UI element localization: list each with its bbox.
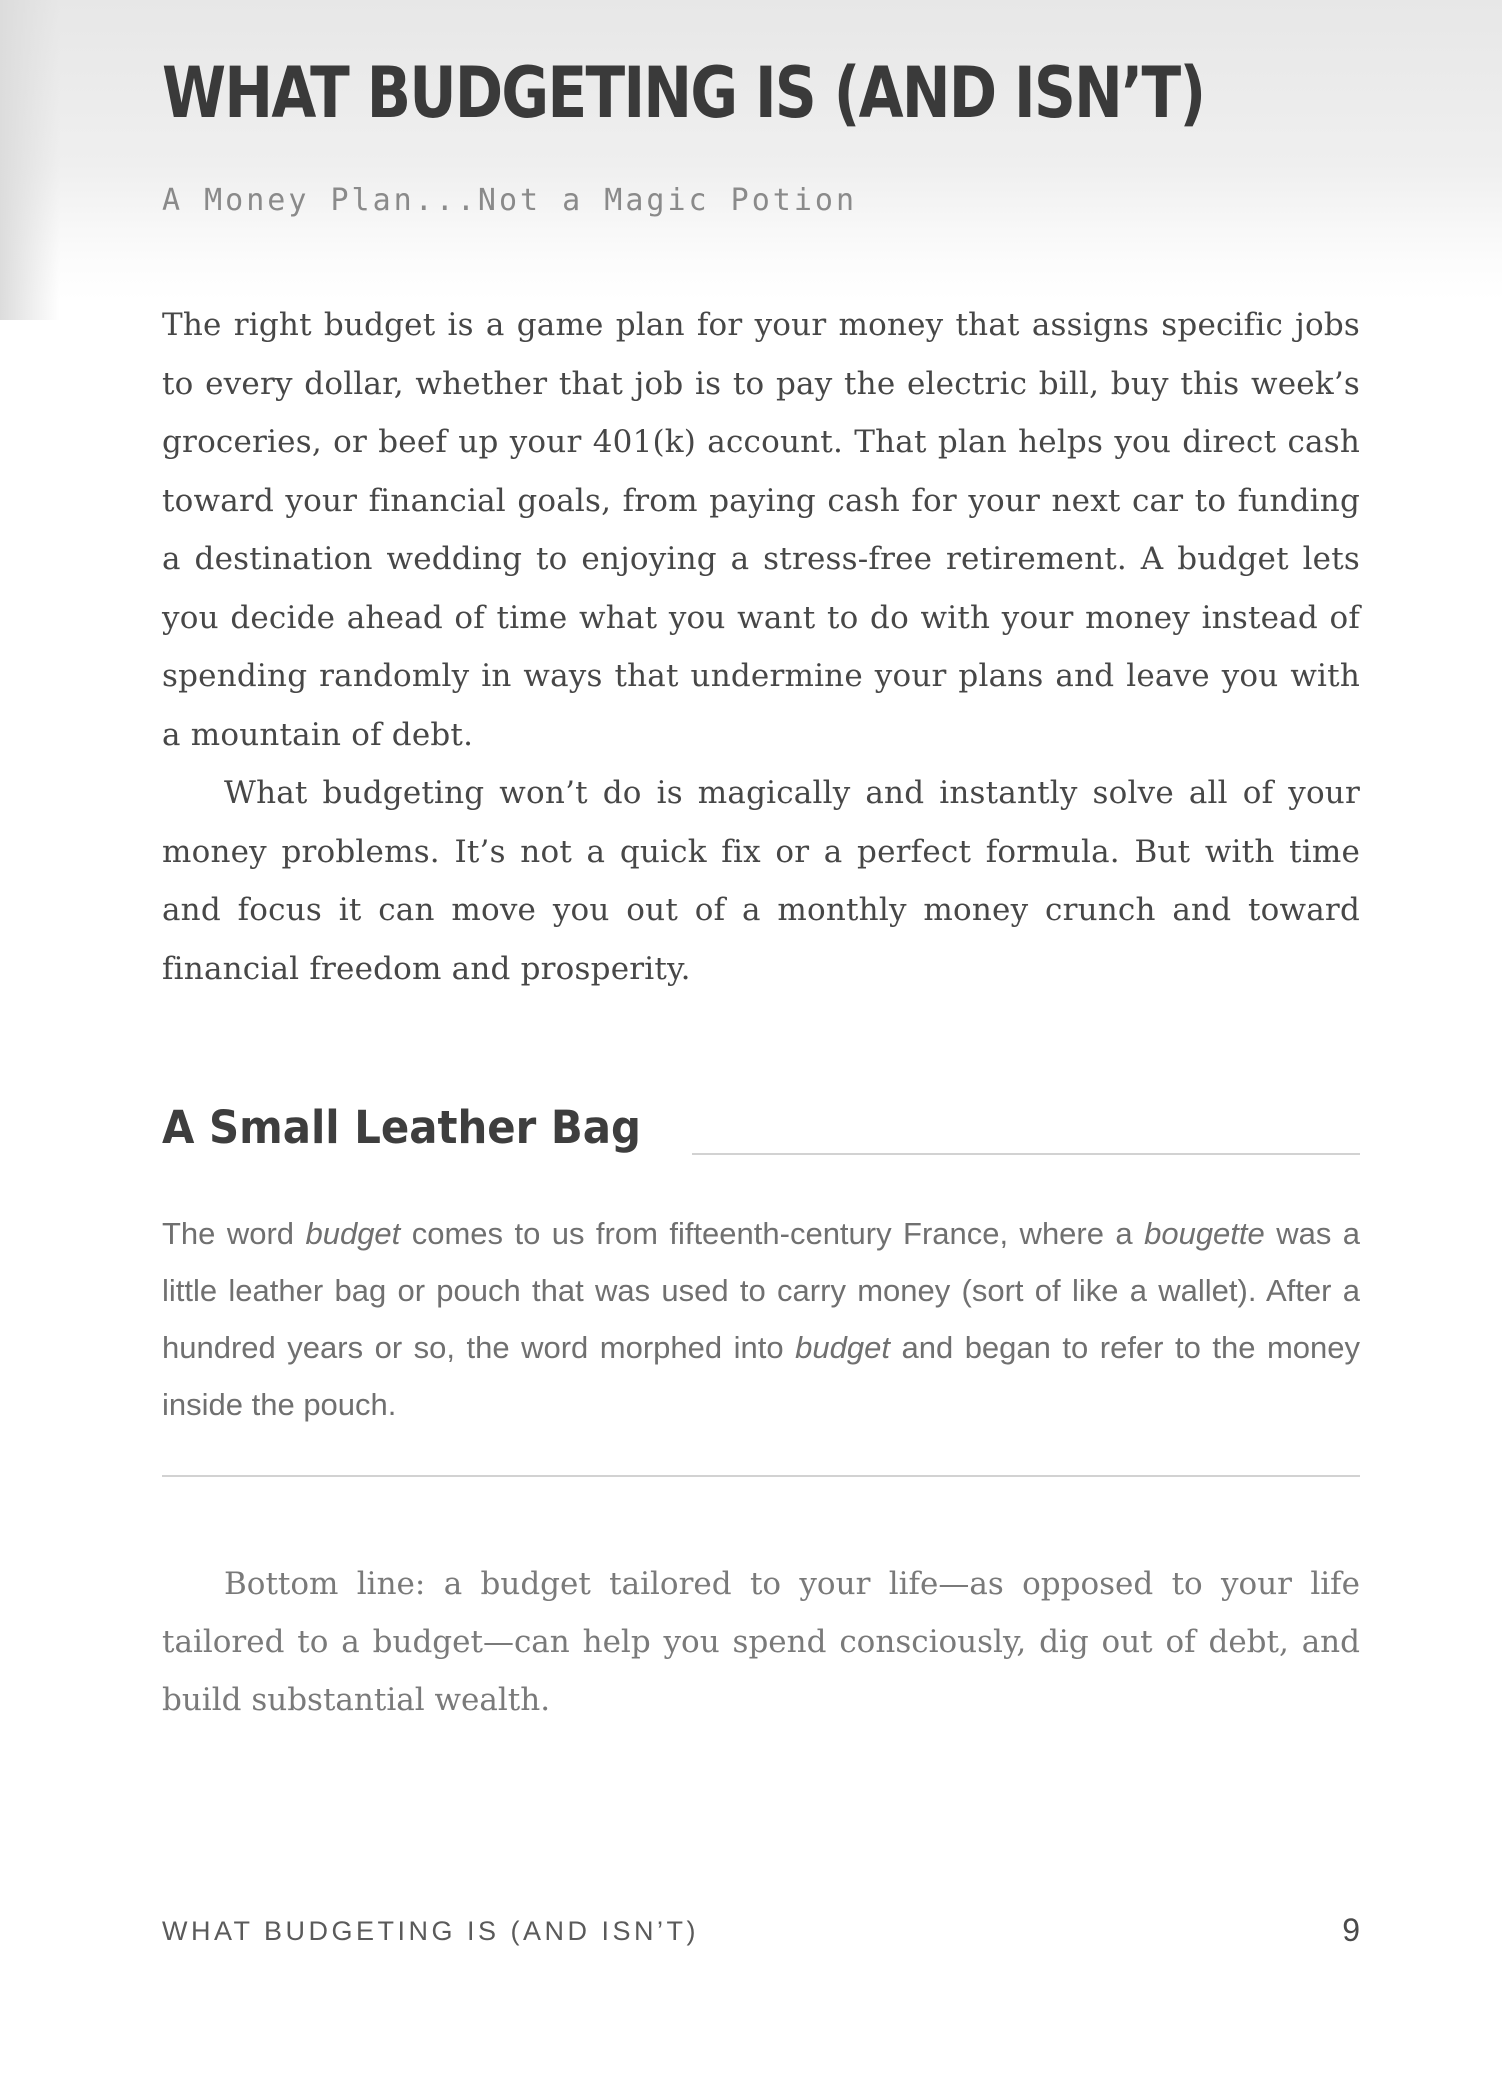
bottom-line-paragraph: Bottom line: a budget tailored to your life—as opposed to your life tailored to a budget—can help you spend consciously, dig out of debt, and build substantial wealth. <box>162 1566 1360 1718</box>
sidebar-text <box>162 1205 1360 1433</box>
sidebar-box <box>162 1101 1360 1485</box>
sidebar-divider-bottom <box>162 1475 1360 1477</box>
sidebar-text-segment: and began to refer to the money inside the pouch. <box>162 1330 1360 1422</box>
scan-edge-shadow <box>0 0 60 320</box>
body-paragraph: The right budget is a game plan for your money that assigns specific jobs to every dollar, whether that job is to pay the electric bill, buy this week’s groceries, or beef up your 401(k) account. That plan helps you direct cash toward your financial goals, from paying cash for your next car to funding a destination wedding to enjoying a stress-free retirement. A budget lets you decide ahead of time what you want to do with your money instead of spending randomly in ways that undermine your plans and leave you with a mountain of debt. <box>162 307 1360 753</box>
sidebar-text-emphasis: bougette <box>1144 1216 1265 1251</box>
sidebar-title: A Small Leather Bag <box>162 1101 641 1154</box>
sidebar-text-emphasis: budget <box>795 1330 890 1365</box>
body-text <box>162 296 1360 998</box>
running-footer: WHAT BUDGETING IS (AND ISN’T) <box>162 1916 700 1946</box>
book-page <box>162 0 1360 2073</box>
chapter-subtitle: A Money Plan...Not a Magic Potion <box>162 183 858 218</box>
page-number: 9 <box>1342 1912 1360 1948</box>
chapter-title: WHAT BUDGETING IS (AND ISN’T) <box>162 52 1205 134</box>
sidebar-text-segment: The word <box>162 1216 306 1251</box>
sidebar-text-emphasis: budget <box>305 1216 401 1251</box>
sidebar-text-segment: comes to us from fifteenth-century France, where a <box>400 1216 1145 1251</box>
sidebar-divider-top <box>692 1153 1360 1155</box>
body-paragraph: What budgeting won’t do is magically and instantly solve all of your money problems. It’s not a quick fix or a perfect formula. But with time and focus it can move you out of a monthly money crunch and toward financial freedom and prosperity. <box>162 775 1360 987</box>
sidebar-text-segment: was a little leather bag or pouch that was used to carry money (sort of like a wallet). After a hundred years or so, the word morphed into <box>162 1216 1360 1365</box>
